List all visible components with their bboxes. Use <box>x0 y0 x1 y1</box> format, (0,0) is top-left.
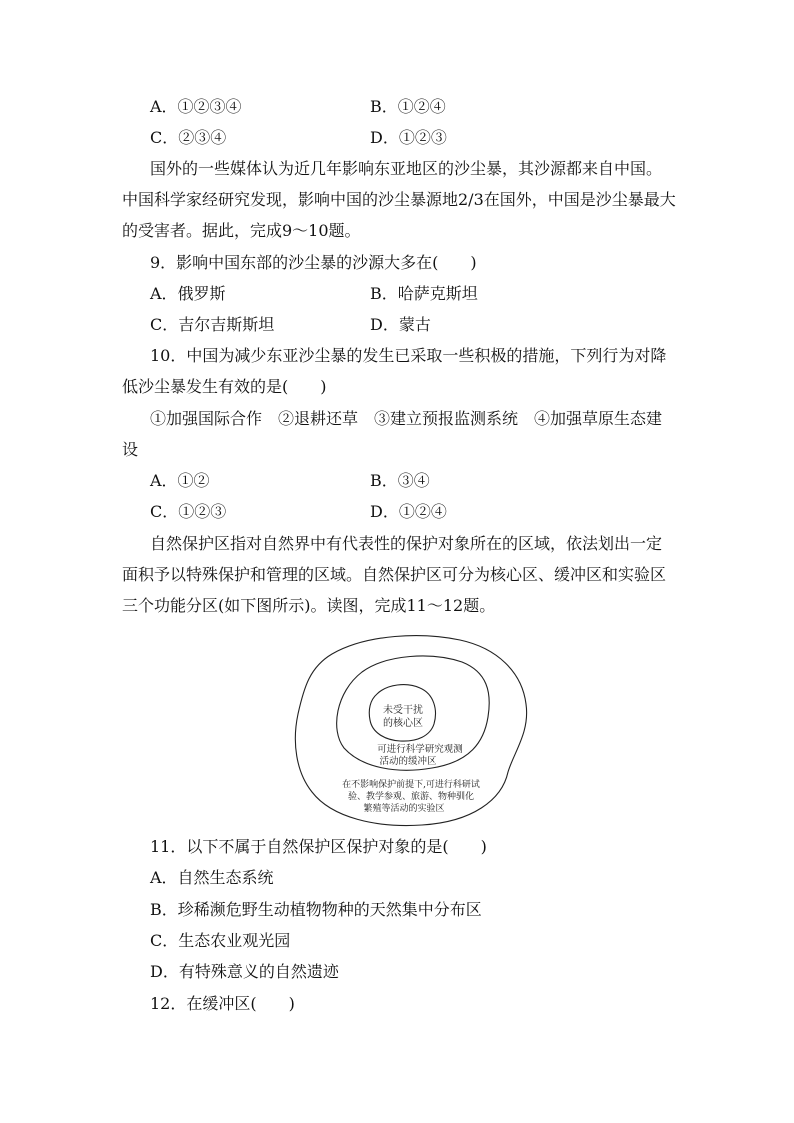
q11-stem: 11．以下不属于自然保护区保护对象的是( ) <box>150 837 487 856</box>
q11-option-c: C．生态农业观光园 <box>150 931 291 950</box>
passage1-line2: 中国科学家经研究发现，影响中国的沙尘暴源地2/3在国外，中国是沙尘暴最大 <box>122 190 676 209</box>
q11-option-a: A．自然生态系统 <box>150 868 274 887</box>
passage2-line1: 自然保护区指对自然界中有代表性的保护对象所在的区域，依法划出一定 <box>150 534 663 553</box>
q11-option-d: D．有特殊意义的自然遗迹 <box>150 962 339 981</box>
q8-option-d: D．①②③ <box>370 128 447 147</box>
q8-option-b: B．①②④ <box>370 97 446 116</box>
q11-option-b: B．珍稀濒危野生动植物物种的天然集中分布区 <box>150 900 482 919</box>
core-zone-label-line2: 的核心区 <box>383 718 423 729</box>
passage1-line3: 的受害者。据此，完成9～10题。 <box>122 221 361 240</box>
q8-option-a: A．①②③④ <box>150 97 242 116</box>
q10-option-c: C．①②③ <box>150 502 227 521</box>
q10-option-a: A．①② <box>150 471 210 490</box>
q9-option-c: C．吉尔吉斯斯坦 <box>150 315 275 334</box>
passage2-line2: 面积予以特殊保护和管理的区域。自然保护区可分为核心区、缓冲区和实验区 <box>122 565 667 584</box>
q9-stem: 9．影响中国东部的沙尘暴的沙源大多在( ) <box>150 253 477 272</box>
q9-option-b: B．哈萨克斯坦 <box>370 284 478 303</box>
experimental-zone-label-line1: 在不影响保护前提下,可进行科研试 <box>342 780 480 790</box>
q10-stem-line2: 低沙尘暴发生有效的是( ) <box>122 377 327 396</box>
q10-option-b: B．③④ <box>370 471 430 490</box>
buffer-zone-label-line1: 可进行科学研究观测 <box>377 744 463 755</box>
q9-option-d: D．蒙古 <box>370 315 431 334</box>
q9-option-a: A．俄罗斯 <box>150 284 226 303</box>
experimental-zone-label-line2: 验、教学参观、旅游、物种驯化 <box>347 792 475 802</box>
core-zone-label-line1: 未受干扰 <box>383 705 423 716</box>
q8-option-c: C．②③④ <box>150 128 227 147</box>
q10-option-d: D．①②④ <box>370 502 447 521</box>
experimental-zone-label-line3: 繁殖等活动的实验区 <box>363 804 445 814</box>
q10-stem-line1: 10．中国为减少东亚沙尘暴的发生已采取一些积极的措施，下列行为对降 <box>150 346 667 365</box>
nature-reserve-zone-diagram <box>292 632 532 832</box>
q10-items-line2: 设 <box>122 440 139 459</box>
passage2-line3: 三个功能分区(如下图所示)。读图，完成11～12题。 <box>122 596 496 615</box>
buffer-zone-label-line2: 活动的缓冲区 <box>379 756 437 767</box>
q10-items-line1: ①加强国际合作 ②退耕还草 ③建立预报监测系统 ④加强草原生态建 <box>150 409 663 428</box>
q12-stem: 12．在缓冲区( ) <box>150 994 295 1013</box>
passage1-line1: 国外的一些媒体认为近几年影响东亚地区的沙尘暴，其沙源都来自中国。 <box>150 159 663 178</box>
